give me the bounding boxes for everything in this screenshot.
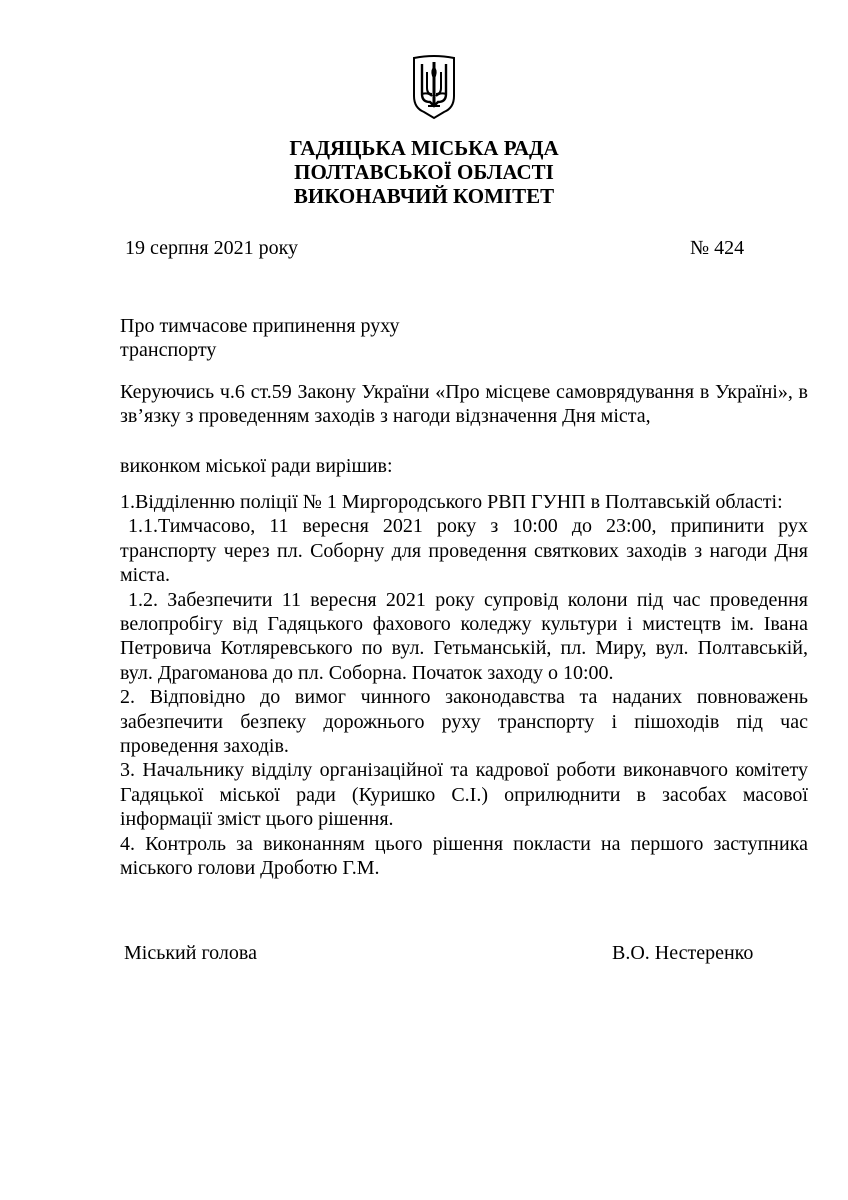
tryzub-icon [410,52,458,120]
document-date: 19 серпня 2021 року [125,237,299,259]
decision-4: 4. Контроль за виконанням цього рішення покласти на першого заступника міського голови Дроботю Г.М. [120,832,808,880]
decision-1: 1.Відділенню поліції № 1 Миргородського РВП ГУНП в Полтавській області: [120,491,783,513]
preamble [120,380,808,429]
resolution-intro [120,454,808,478]
header-region: ПОЛТАВСЬКОЇ ОБЛАСТІ [294,160,554,184]
preamble-text: Керуючись ч.6 ст.59 Закону України «Про місцеве самоврядування в Україні», в зв’язку з проведенням заходів з нагоди відзначення Дня міста, [120,381,808,428]
document-number: № 424 [690,237,745,259]
signature-name: В.О. Нестеренко [612,942,754,964]
resolution-intro-text: виконком міської ради вирішив: [120,455,393,477]
decisions [120,490,808,881]
decision-1-2: 1.2. Забезпечити 11 вересня 2021 року супровід колони під час проведення велопробігу від Гадяцького фахового коледжу культури і мистецтв ім. Івана Петровича Котляревського по вул. Гетьманській, пл. Миру, вул. Полтавській, вул. Драгоманова до пл. Соборна. Початок заходу о 10:00. [120,588,808,684]
header-council: ГАДЯЦЬКА МІСЬКА РАДА [289,136,559,160]
document-header [0,136,848,208]
subject-line-1: Про тимчасове припинення руху [120,315,400,337]
signature-role: Міський голова [124,942,257,964]
document-subject [120,314,400,362]
decision-1-1: 1.1.Тимчасово, 11 вересня 2021 року з 10:00 до 23:00, припинити рух транспорту через пл. Соборну для проведення святкових заходів з нагоди Дня міста. [120,515,808,587]
decision-3: 3. Начальнику відділу організаційної та кадрової роботи виконавчого комітету Гадяцької міської ради (Куришко С.І.) оприлюднити в засобах масової інформації зміст цього рішення. [120,759,808,831]
header-committee: ВИКОНАВЧИЙ КОМІТЕТ [293,184,555,208]
subject-line-2: транспорту [120,339,217,361]
decision-2: 2. Відповідно до вимог чинного законодавства та наданих повноважень забезпечити безпеку дорожнього руху транспорту і пішоходів під час проведення заходів. [120,686,808,758]
